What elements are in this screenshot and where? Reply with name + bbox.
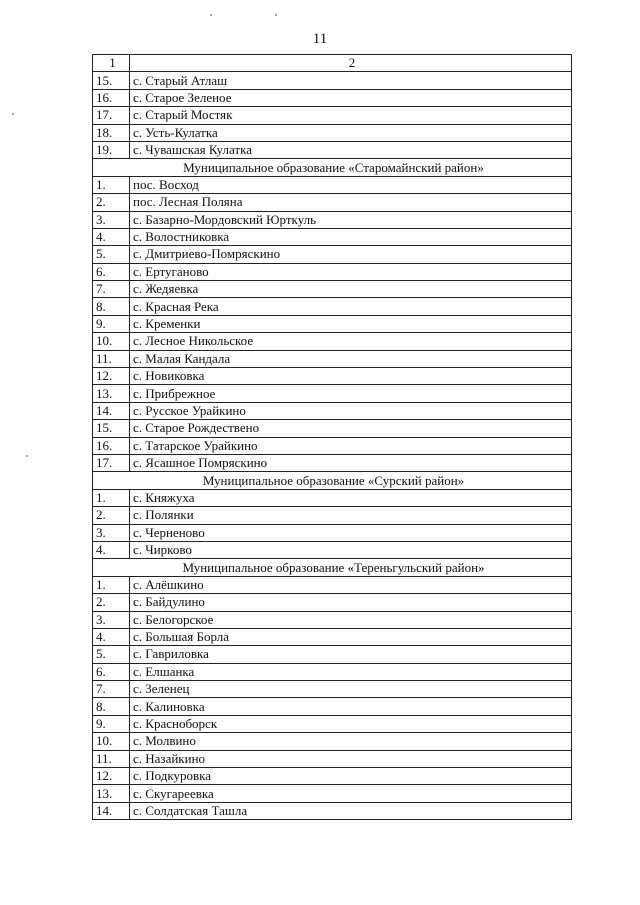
table-row: [93, 281, 572, 298]
row-number: 4.: [93, 628, 130, 645]
table-row: [93, 594, 572, 611]
row-number: 2.: [93, 507, 130, 524]
settlement-name: с. Малая Кандала: [130, 350, 572, 367]
row-number: 1.: [93, 176, 130, 193]
row-number: 3.: [93, 211, 130, 228]
row-number: 3.: [93, 524, 130, 541]
table-body: [93, 55, 572, 820]
row-number: 10.: [93, 733, 130, 750]
row-number: 5.: [93, 246, 130, 263]
settlement-name: с. Старый Атлаш: [130, 72, 572, 89]
table-row: [93, 402, 572, 419]
section-title: Муниципальное образование «Старомайнский район»: [93, 159, 572, 176]
table-row: [93, 437, 572, 454]
table-row: [93, 768, 572, 785]
row-number: 2.: [93, 594, 130, 611]
row-number: 15.: [93, 72, 130, 89]
section-title-row: [93, 559, 572, 576]
section-title-row: [93, 472, 572, 489]
row-number: 15.: [93, 420, 130, 437]
row-number: 8.: [93, 298, 130, 315]
settlement-name: с. Усть-Кулатка: [130, 124, 572, 141]
page-number: 11: [312, 31, 328, 47]
settlement-name: с. Волостниковка: [130, 228, 572, 245]
settlement-name: с. Чирково: [130, 541, 572, 558]
settlement-name: пос. Восход: [130, 176, 572, 193]
settlement-name: с. Алёшкино: [130, 576, 572, 593]
settlement-name: с. Молвино: [130, 733, 572, 750]
settlement-name: с. Подкуровка: [130, 768, 572, 785]
settlements-table: [92, 54, 572, 820]
table-row: [93, 420, 572, 437]
row-number: 17.: [93, 107, 130, 124]
table-row: [93, 576, 572, 593]
table-row: [93, 785, 572, 802]
table-row: [93, 368, 572, 385]
settlement-name: с. Скугареевка: [130, 785, 572, 802]
settlement-name: с. Байдулино: [130, 594, 572, 611]
table-row: [93, 541, 572, 558]
scan-speck: [12, 113, 14, 115]
section-title: Муниципальное образование «Тереньгульский район»: [93, 559, 572, 576]
settlement-name: пос. Лесная Поляна: [130, 194, 572, 211]
row-number: 11.: [93, 350, 130, 367]
settlement-name: с. Солдатская Ташла: [130, 802, 572, 819]
table-row: [93, 489, 572, 506]
settlement-name: с. Красноборск: [130, 715, 572, 732]
row-number: 1.: [93, 489, 130, 506]
row-number: 18.: [93, 124, 130, 141]
row-number: 7.: [93, 681, 130, 698]
row-number: 14.: [93, 402, 130, 419]
row-number: 2.: [93, 194, 130, 211]
scan-speck: [210, 14, 212, 16]
settlement-name: с. Русское Урайкино: [130, 402, 572, 419]
row-number: 7.: [93, 281, 130, 298]
table-row: [93, 298, 572, 315]
row-number: 1.: [93, 576, 130, 593]
section-title-row: [93, 159, 572, 176]
table-row: [93, 246, 572, 263]
table-row: [93, 507, 572, 524]
row-number: 14.: [93, 802, 130, 819]
settlement-name: с. Черненово: [130, 524, 572, 541]
row-number: 19.: [93, 141, 130, 158]
settlement-name: с. Старое Зеленое: [130, 89, 572, 106]
settlement-name: с. Княжуха: [130, 489, 572, 506]
table-row: [93, 524, 572, 541]
table-row: [93, 611, 572, 628]
table-row: [93, 628, 572, 645]
table-row: [93, 228, 572, 245]
table-row: [93, 263, 572, 280]
row-number: 6.: [93, 263, 130, 280]
row-number: 10.: [93, 333, 130, 350]
row-number: 4.: [93, 228, 130, 245]
settlement-name: с. Прибрежное: [130, 385, 572, 402]
row-number: 11.: [93, 750, 130, 767]
table-row: [93, 194, 572, 211]
settlement-name: с. Старый Мостяк: [130, 107, 572, 124]
row-number: 6.: [93, 663, 130, 680]
table-row: [93, 315, 572, 332]
table-row: [93, 663, 572, 680]
table-row: [93, 107, 572, 124]
table-row: [93, 89, 572, 106]
table-row: [93, 141, 572, 158]
settlement-name: с. Лесное Никольское: [130, 333, 572, 350]
settlement-name: с. Старое Рождествено: [130, 420, 572, 437]
scan-speck: [26, 455, 28, 457]
settlement-name: с. Татарское Урайкино: [130, 437, 572, 454]
table-row: [93, 698, 572, 715]
header-col-number: 1: [93, 55, 130, 72]
table-row: [93, 176, 572, 193]
row-number: 5.: [93, 646, 130, 663]
settlement-name: с. Зеленец: [130, 681, 572, 698]
row-number: 3.: [93, 611, 130, 628]
row-number: 13.: [93, 785, 130, 802]
table-row: [93, 350, 572, 367]
table-row: [93, 646, 572, 663]
table-row: [93, 211, 572, 228]
table-row: [93, 750, 572, 767]
settlement-name: с. Дмитриево-Помряскино: [130, 246, 572, 263]
settlement-name: с. Белогорское: [130, 611, 572, 628]
settlement-name: с. Красная Река: [130, 298, 572, 315]
settlement-name: с. Чувашская Кулатка: [130, 141, 572, 158]
table-row: [93, 385, 572, 402]
row-number: 16.: [93, 89, 130, 106]
row-number: 13.: [93, 385, 130, 402]
settlement-name: с. Назайкино: [130, 750, 572, 767]
table-row: [93, 333, 572, 350]
settlement-name: с. Гавриловка: [130, 646, 572, 663]
settlement-name: с. Елшанка: [130, 663, 572, 680]
section-title: Муниципальное образование «Сурский район»: [93, 472, 572, 489]
table-header-row: [93, 55, 572, 72]
settlement-name: с. Полянки: [130, 507, 572, 524]
settlement-name: с. Ертуганово: [130, 263, 572, 280]
table-row: [93, 681, 572, 698]
header-col-name: 2: [130, 55, 572, 72]
row-number: 9.: [93, 715, 130, 732]
row-number: 8.: [93, 698, 130, 715]
table-row: [93, 124, 572, 141]
row-number: 4.: [93, 541, 130, 558]
table-row: [93, 802, 572, 819]
settlement-name: с. Новиковка: [130, 368, 572, 385]
settlement-name: с. Кременки: [130, 315, 572, 332]
row-number: 17.: [93, 454, 130, 471]
row-number: 16.: [93, 437, 130, 454]
row-number: 12.: [93, 768, 130, 785]
settlement-name: с. Ясашное Помряскино: [130, 454, 572, 471]
table-row: [93, 733, 572, 750]
row-number: 9.: [93, 315, 130, 332]
settlement-name: с. Калиновка: [130, 698, 572, 715]
scan-speck: [275, 14, 277, 16]
settlement-name: с. Базарно-Мордовский Юрткуль: [130, 211, 572, 228]
settlement-name: с. Жедяевка: [130, 281, 572, 298]
settlement-name: с. Большая Борла: [130, 628, 572, 645]
table-row: [93, 72, 572, 89]
row-number: 12.: [93, 368, 130, 385]
table-row: [93, 715, 572, 732]
table-row: [93, 454, 572, 471]
